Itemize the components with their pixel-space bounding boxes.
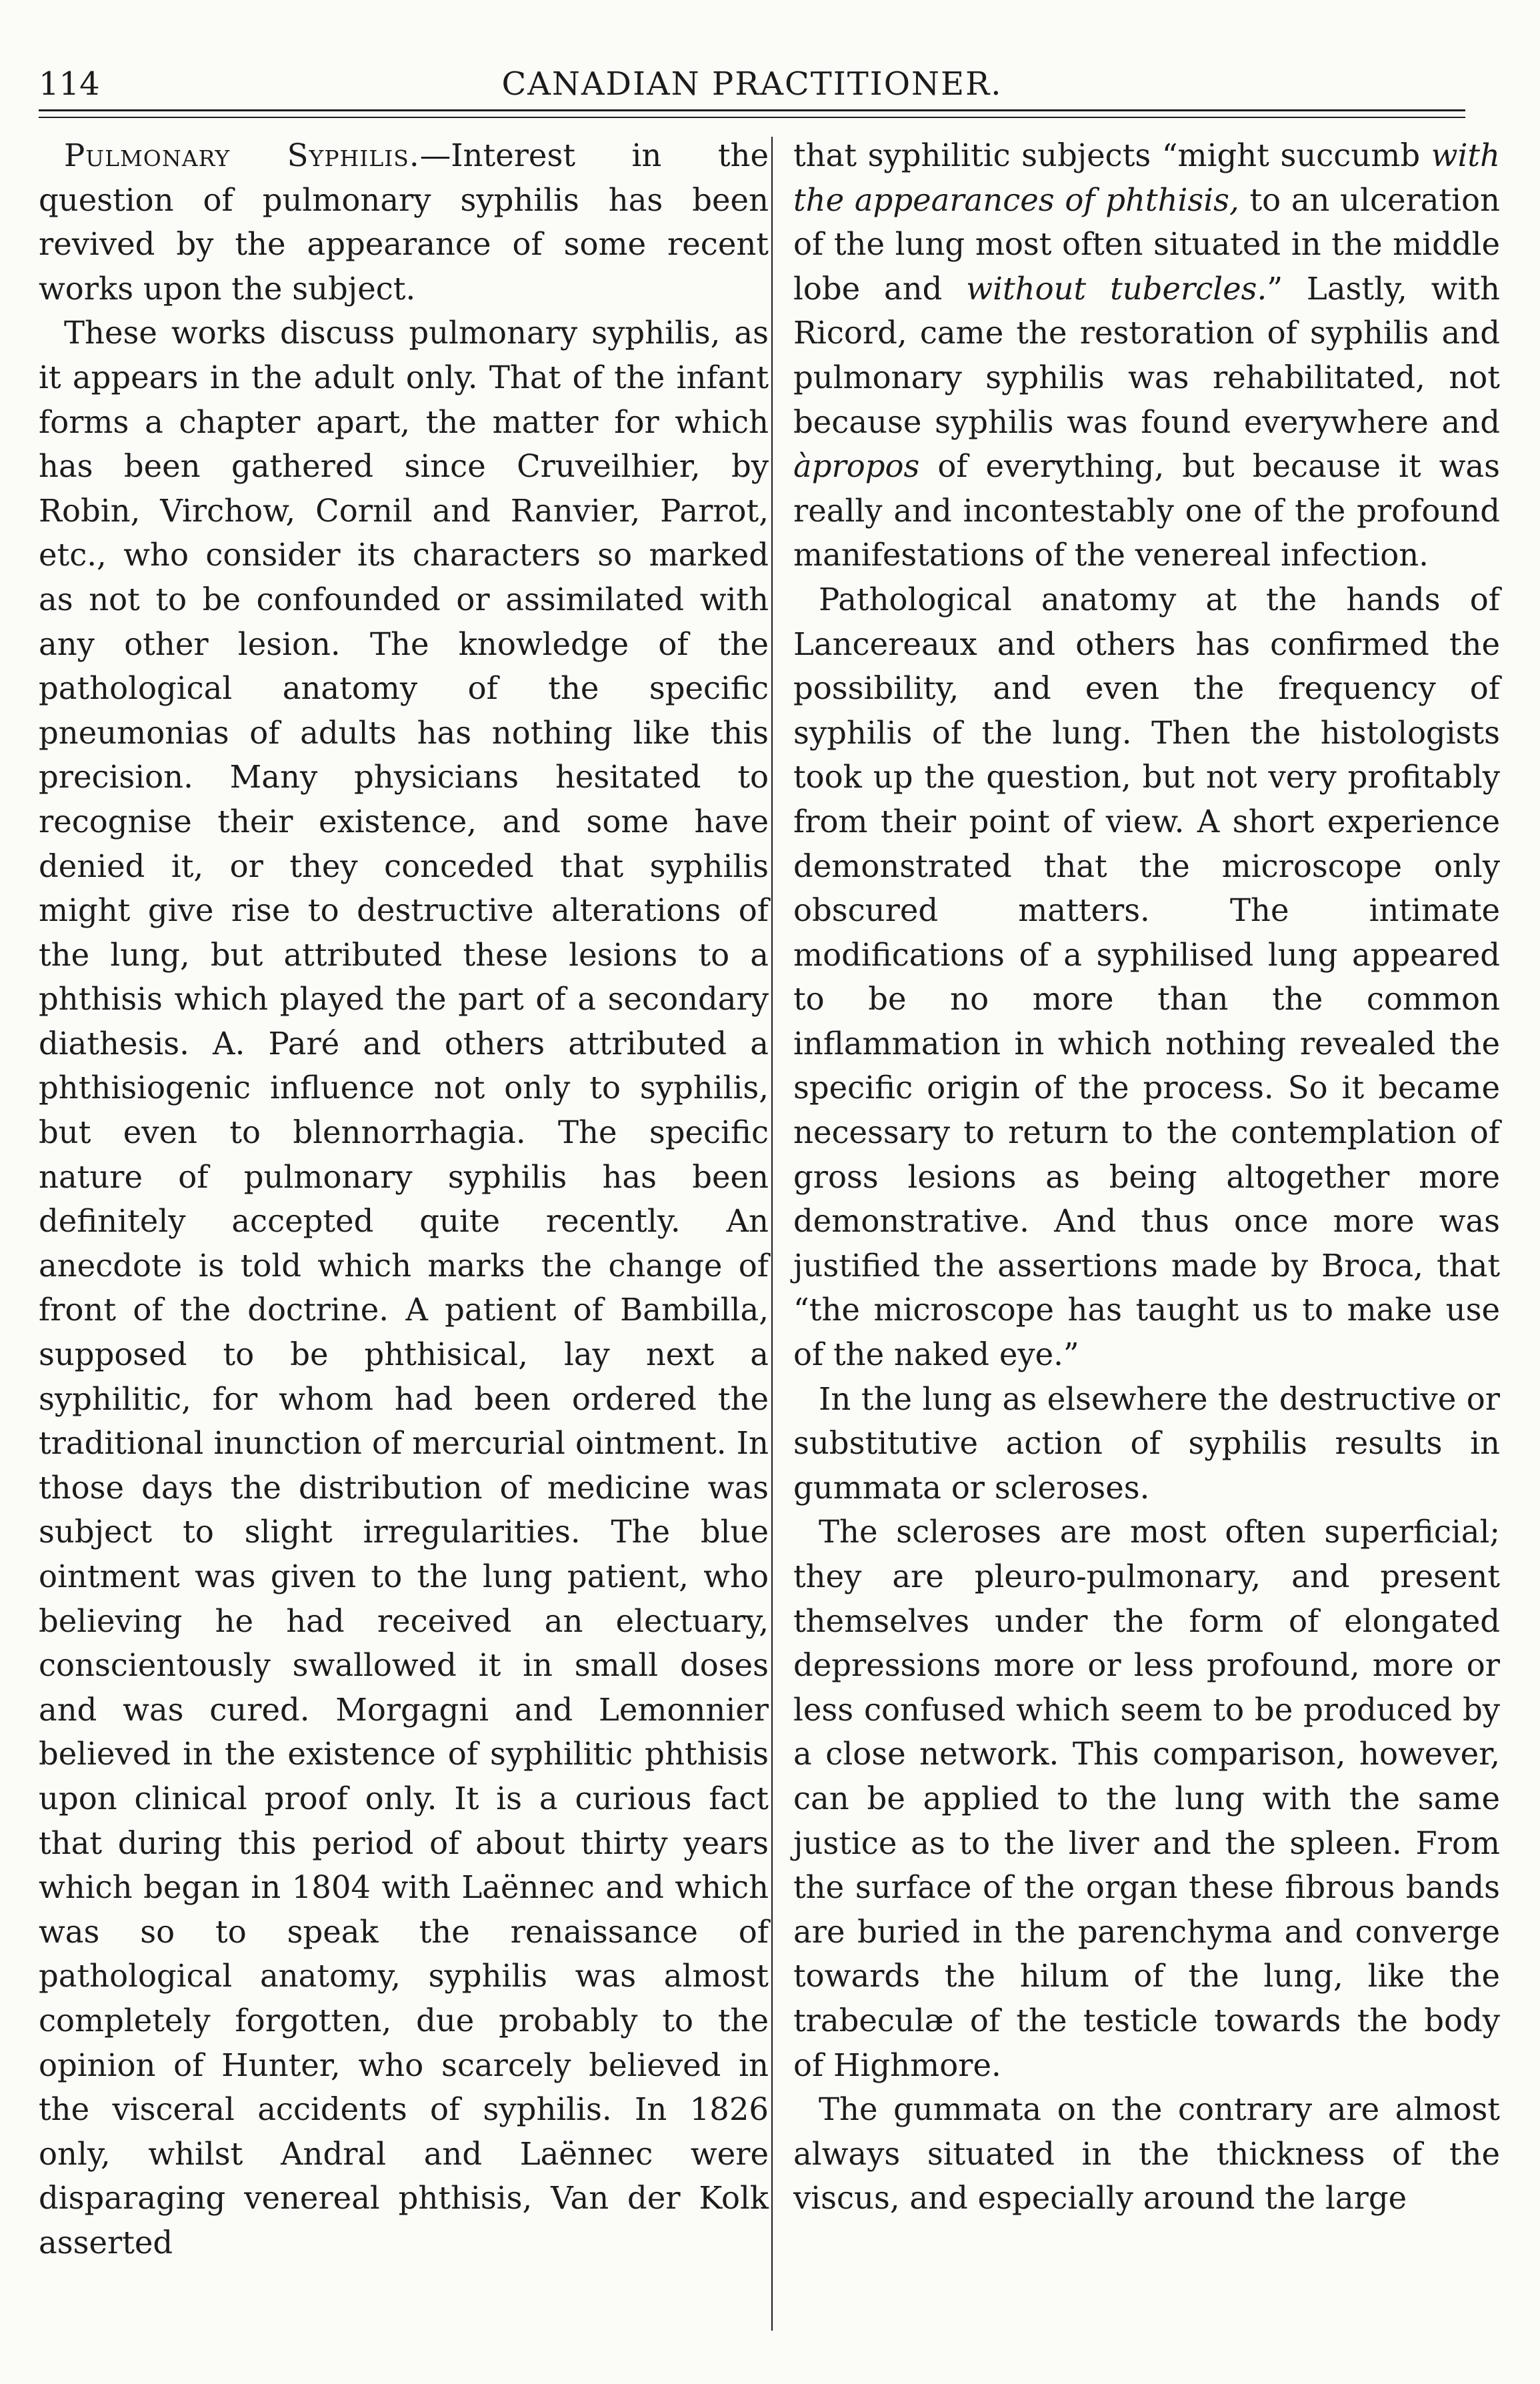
text-run: that syphilitic subjects “might succumb: [793, 137, 1431, 173]
paragraph: In the lung as elsewhere the destructive or substitutive action of syphilis results in gummata or scleroses.: [793, 1380, 1500, 1506]
column-divider: [771, 137, 773, 2331]
text-run: ” Lastly, with Ricord, came the restoration of syphilis and pulmonary syphilis was rehabilitated, not because syphilis was found everywhere and: [793, 270, 1500, 440]
page-number: 114: [39, 65, 100, 103]
paragraph: These works discuss pulmonary syphilis, as it appears in the adult only. That of the infant forms a chapter apart, the matter for which has been gathered since Cruveilhier, by Robin, Virchow, Cornil and Ranvier, Parrot, etc., who consider its characters so marked as not to be confounded or assimilated with any other lesion. The knowledge of the pathological anatomy of the specific pneumonias of adults has nothing like this precision. Many physicians hesitated to recognise their existence, and some have denied it, or they conceded that syphilis might give rise to destructive alterations of the lung, but attributed these lesions to a phthisis which played the part of a secondary diathesis. A. Paré and others attributed a phthisiogenic influence not only to syphilis, but even to blennorrhagia. The specific nature of pulmonary syphilis has been definitely accepted quite recently. An anecdote is told which marks the change of front of the doctrine. A patient of Bambilla, supposed to be phthisical, lay next a syphilitic, for whom had been ordered the traditional inunction of mercurial ointment. In those days the distribution of medicine was subject to slight irregularities. The blue ointment was given to the lung patient, who believing he had received an electuary, conscientously swallowed it in small doses and was cured. Morgagni and Lemonnier believed in the existence of syphilitic phthisis upon clinical proof only. It is a curious fact that during this period of about thirty years which began in 1804 with Laënnec and which was so to speak the renaissance of pathological anatomy, syphilis was almost completely forgotten, due probably to the opinion of Hunter, who scarcely believed in the visceral accidents of syphilis. In 1826 only, whilst Andral and Laënnec were disparaging venereal phthisis, Van der Kolk asserted: [39, 315, 769, 2261]
paragraph-pulmonary-syphilis: [39, 133, 769, 311]
page-header: [39, 65, 1465, 112]
running-title: CANADIAN PRACTITIONER.: [501, 65, 1003, 103]
left-column: [39, 133, 769, 2265]
paragraph: The gummata on the contrary are almost always situated in the thickness of the viscus, and especially around the large: [793, 2091, 1500, 2217]
italic-run: without tubercles.: [966, 270, 1267, 307]
text-run: to an ulceration of the lung most often situated in the middle lobe and: [793, 181, 1500, 307]
italic-run: with the appearances of phthisis,: [793, 137, 1500, 218]
text-run: of everything, but because it was really and incontestably one of the profound manifestations of the venereal infection.: [793, 448, 1500, 573]
right-column: [793, 133, 1500, 2221]
paragraph: The scleroses are most often superficial; they are pleuro-pulmonary, and present themselves under the form of elongated depressions more or less profound, more or less confused which seem to be produced by a close network. This comparison, however, can be applied to the lung with the same justice as to the liver and the spleen. From the surface of the organ these fibrous bands are buried in the parenchyma and converge towards the hilum of the lung, like the trabeculæ of the testicle towards the body of Highmore.: [793, 1514, 1500, 2083]
section-title: Pulmonary Syphilis.: [64, 137, 420, 173]
paragraph-continued: [793, 133, 1500, 577]
header-rule-thin: [39, 117, 1465, 118]
paragraph: Pathological anatomy at the hands of Lancereaux and others has confirmed the possibility, and even the frequency of syphilis of the lung. Then the histologists took up the question, but not very profitably from their point of view. A short experience demonstrated that the microscope only obscured matters. The intimate modifications of a syphilised lung appeared to be no more than the common inflammation in which nothing revealed the specific origin of the process. So it became necessary to return to the contemplation of gross lesions as being altogether more demonstrative. And thus once more was justified the assertions made by Broca, that “the microscope has taught us to make use of the naked eye.”: [793, 581, 1500, 1373]
header-rule-thick: [39, 109, 1465, 111]
italic-run: àpropos: [793, 448, 920, 485]
paragraph-text: —Interest in the question of pulmonary syphilis has been revived by the appearance of some recent works upon the subject.: [39, 137, 769, 307]
